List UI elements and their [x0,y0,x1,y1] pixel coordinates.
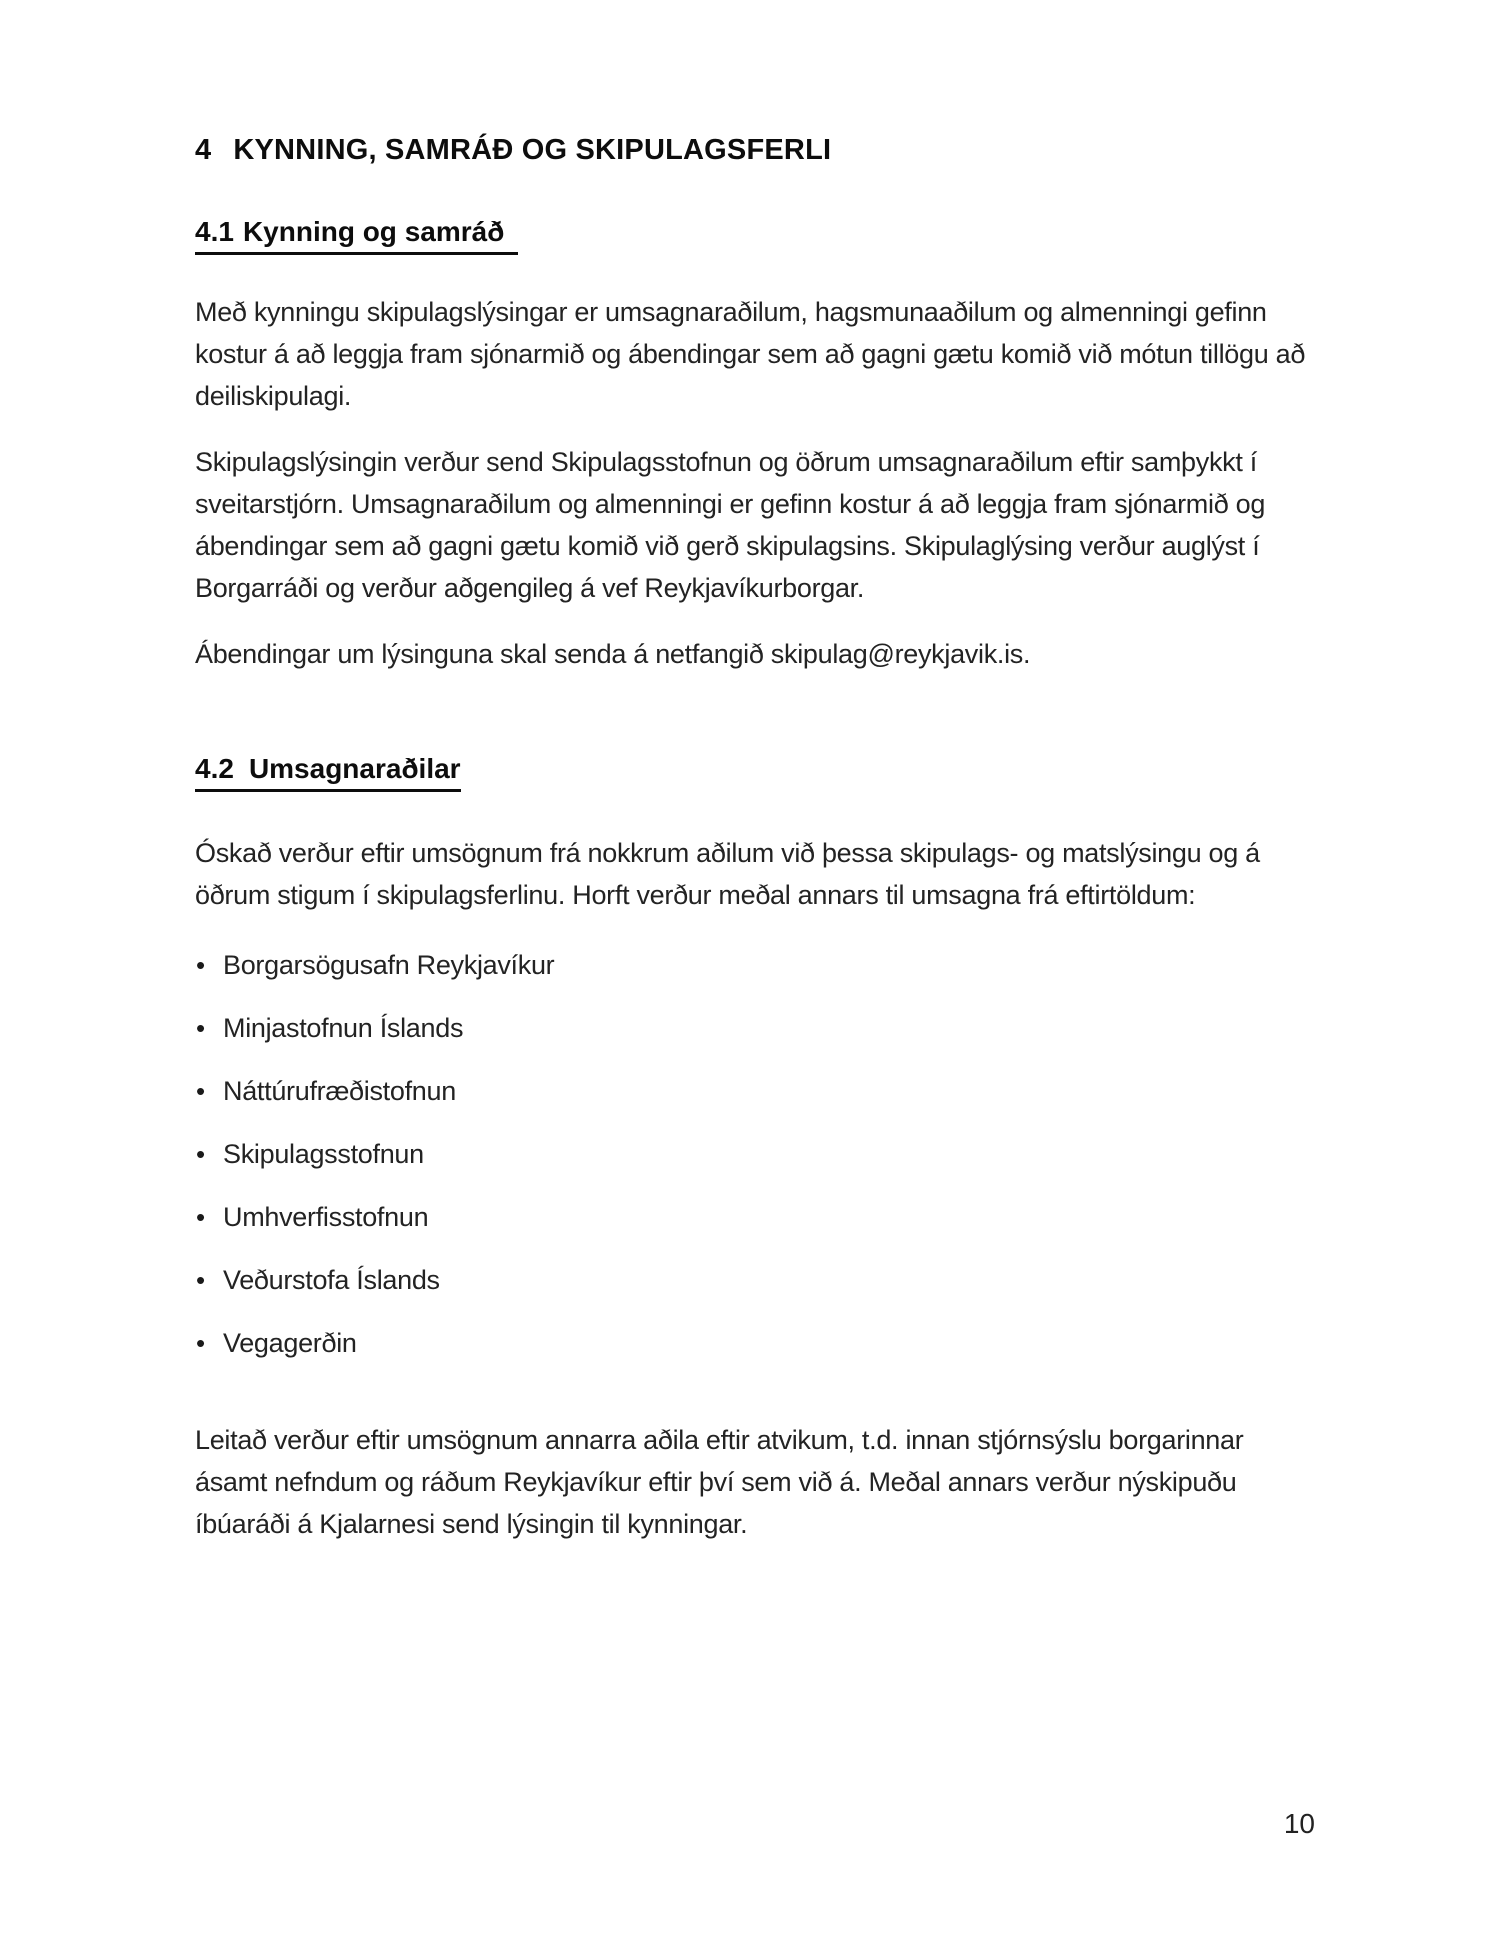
list-item-label: Vegagerðin [223,1328,357,1358]
main-heading [195,132,1315,168]
list-item [195,1070,1315,1112]
section-42-heading-underline [195,751,461,792]
list-item-label: Umhverfisstofnun [223,1202,429,1232]
paragraph-kynning-3: Ábendingar um lýsinguna skal senda á netfangið skipulag@reykjavik.is. [195,639,1031,669]
list-item [195,1007,1315,1049]
paragraph-kynning-1: Með kynningu skipulagslýsingar er umsagnaraðilum, hagsmunaaðilum og almenningi gefinn kostur á að leggja fram sjónarmið og ábendingar sem að gagni gætu komið við mótun tillögu að deiliskipulagi. [195,297,1306,411]
bullet-icon: • [196,1139,205,1169]
section-42-heading-title: Umsagnaraðilar [248,753,461,784]
list-item-label: Borgarsögusafn Reykjavíkur [223,950,555,980]
consultee-list [195,944,1315,1364]
bullet-icon: • [196,950,205,980]
list-item [195,1322,1315,1364]
list-item-label: Náttúrufræðistofnun [223,1076,456,1106]
paragraph-umsagnaradilar-intro: Óskað verður eftir umsögnum frá nokkrum aðilum við þessa skipulags- og matslýsingu og á öðrum stigum í skipulagsferlinu. Horft verður meðal annars til umsagna frá eftirtöldum: [195,838,1260,910]
section-41-heading-title: Kynning og samráð [242,216,505,247]
bullet-icon: • [196,1328,205,1358]
paragraph-kynning-2: Skipulagslýsingin verður send Skipulagsstofnun og öðrum umsagnaraðilum eftir samþykkt í sveitarstjórn. Umsagnaraðilum og almenningi er gefinn kostur á að leggja fram sjónarmið og ábendingar sem að gagni gætu komið við gerð skipulagsins. Skipulaglýsing verður auglýst í Borgarráði og verður aðgengileg á vef Reykjavíkurborgar. [195,447,1266,603]
section-41-heading-number: 4.1 [195,216,234,247]
page-number: 10 [1283,1808,1315,1839]
list-item [195,1196,1315,1238]
document-page [195,0,1315,1545]
main-heading-title: KYNNING, SAMRÁÐ OG SKIPULAGSFERLI [233,134,832,166]
list-item [195,1259,1315,1301]
page-footer [195,1803,1315,1845]
list-item-label: Veðurstofa Íslands [223,1265,440,1295]
bullet-icon: • [196,1202,205,1232]
bullet-icon: • [196,1013,205,1043]
bullet-icon: • [196,1265,205,1295]
section-41-heading [195,214,1315,255]
list-item [195,1133,1315,1175]
list-item [195,944,1315,986]
main-heading-number: 4 [195,134,212,166]
paragraph-umsagnaradilar-closing: Leitað verður eftir umsögnum annarra aðila eftir atvikum, t.d. innan stjórnsýslu borgarinnar ásamt nefndum og ráðum Reykjavíkur eftir því sem við á. Meðal annars verður nýskipuðu íbúaráði á Kjalarnesi send lýsingin til kynningar. [195,1425,1244,1539]
section-42-heading-number: 4.2 [195,753,234,784]
section-42-heading [195,751,1315,792]
list-item-label: Minjastofnun Íslands [223,1013,464,1043]
list-item-label: Skipulagsstofnun [223,1139,424,1169]
bullet-icon: • [196,1076,205,1106]
section-41-heading-underline [195,214,518,255]
